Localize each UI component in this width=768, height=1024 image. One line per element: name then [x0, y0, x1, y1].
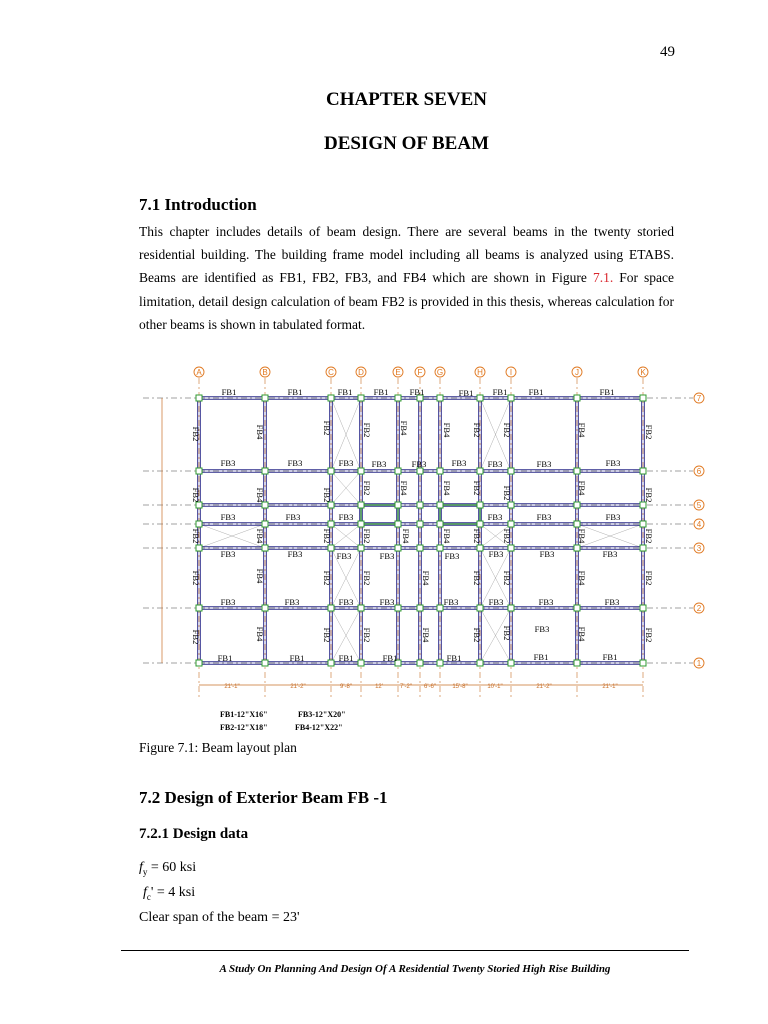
column-node — [574, 468, 580, 474]
section-heading-introduction: 7.1 Introduction — [139, 195, 257, 214]
grid-label-row: 6 — [696, 467, 702, 476]
beam-label-fb2: FB2 — [362, 627, 372, 643]
column-node — [262, 545, 268, 551]
column-node — [574, 545, 580, 551]
dimension-label: 21'-1" — [224, 684, 240, 690]
column-node — [640, 605, 646, 611]
column-node — [328, 660, 334, 666]
grid-label-col: D — [358, 368, 364, 377]
beam-label-fb2: FB2 — [191, 528, 201, 544]
column-node — [574, 502, 580, 508]
column-node — [358, 605, 364, 611]
beam-label-fb3: FB3 — [536, 459, 552, 469]
column-node — [328, 521, 334, 527]
column-node — [437, 502, 443, 508]
column-node — [358, 660, 364, 666]
column-node — [417, 660, 423, 666]
beam-label-fb3: FB3 — [488, 597, 504, 607]
beam-label-fb4: FB4 — [442, 422, 452, 438]
column-node — [358, 502, 364, 508]
beam-label-fb2: FB2 — [322, 487, 332, 503]
legend-entry: FB3-12"X20" — [298, 710, 346, 719]
beam-label-fb2: FB2 — [191, 426, 201, 442]
clear-span-line: Clear span of the beam = 23' — [139, 910, 300, 925]
beam-layout-plan-drawing — [138, 360, 712, 735]
beam-label-fb4: FB4 — [577, 422, 587, 438]
beam-label-fb2: FB2 — [472, 422, 482, 438]
section-heading-exterior-beam: 7.2 Design of Exterior Beam FB -1 — [139, 788, 388, 807]
beam-label-fb2: FB2 — [502, 570, 512, 586]
grid-label-col: K — [640, 368, 646, 377]
beam-label-fb3: FB3 — [487, 512, 503, 522]
beam-label-fb3: FB3 — [220, 597, 236, 607]
beam-label-fb3: FB3 — [488, 549, 504, 559]
column-node — [417, 605, 423, 611]
beam-label-fb1: FB1 — [337, 387, 353, 397]
column-node — [574, 660, 580, 666]
column-node — [262, 395, 268, 401]
column-node — [508, 395, 514, 401]
beam-label-fb2: FB2 — [644, 627, 654, 643]
dimension-label: 7'-2" — [400, 684, 412, 690]
beam-label-fb2: FB2 — [644, 570, 654, 586]
beam-label-fb4: FB4 — [577, 480, 587, 496]
fc-subscript: c — [146, 891, 151, 902]
dimension-label: 12' — [375, 684, 383, 690]
beam-label-fb2: FB2 — [322, 570, 332, 586]
column-node — [262, 660, 268, 666]
column-node — [417, 545, 423, 551]
beam-label-fb4: FB4 — [577, 626, 587, 642]
highlight-panel — [361, 505, 398, 524]
column-node — [437, 468, 443, 474]
beam-label-fb1: FB1 — [289, 653, 305, 663]
grid-label-col: G — [436, 368, 444, 377]
column-node — [508, 502, 514, 508]
beam-label-fb3: FB3 — [605, 512, 621, 522]
column-node — [417, 521, 423, 527]
beam-label-fb2: FB2 — [644, 424, 654, 440]
column-node — [196, 521, 202, 527]
fy-line — [139, 860, 196, 877]
beam-label-fb4: FB4 — [577, 570, 587, 586]
beam-label-fb3: FB3 — [538, 597, 554, 607]
beam-label-fb2: FB2 — [644, 528, 654, 544]
beam-label-fb1: FB1 — [599, 387, 615, 397]
beam-label-fb2: FB2 — [191, 629, 201, 645]
beam-label-fb4: FB4 — [399, 420, 409, 436]
beam-label-fb2: FB2 — [322, 627, 332, 643]
fy-symbol: f — [139, 860, 143, 875]
grid-label-col: I — [509, 368, 513, 377]
beam-label-fb4: FB4 — [421, 570, 431, 586]
column-node — [640, 502, 646, 508]
beam-label-fb3: FB3 — [379, 551, 395, 561]
dimension-label: 21'-2" — [290, 684, 306, 690]
column-node — [196, 545, 202, 551]
beam-label-fb2: FB2 — [362, 528, 372, 544]
beam-label-fb2: FB2 — [644, 487, 654, 503]
beam-label-fb2: FB2 — [502, 528, 512, 544]
column-node — [508, 521, 514, 527]
column-node — [328, 545, 334, 551]
column-node — [358, 395, 364, 401]
fc-symbol: f — [143, 885, 147, 900]
beam-label-fb2: FB2 — [362, 480, 372, 496]
column-node — [262, 521, 268, 527]
grid-label-row: 5 — [696, 501, 702, 510]
beam-label-fb2: FB2 — [502, 422, 512, 438]
beam-label-fb3: FB3 — [371, 459, 387, 469]
column-node — [328, 605, 334, 611]
beam-label-fb4: FB4 — [255, 424, 265, 440]
beam-label-fb2: FB2 — [191, 570, 201, 586]
column-node — [328, 502, 334, 508]
beam-label-fb3: FB3 — [534, 624, 550, 634]
column-node — [196, 468, 202, 474]
beam-layout-figure — [138, 360, 712, 735]
beam-label-fb2: FB2 — [362, 570, 372, 586]
beam-label-fb4: FB4 — [442, 528, 452, 544]
footer-divider — [121, 950, 689, 951]
beam-label-fb1: FB1 — [602, 652, 618, 662]
beam-label-fb4: FB4 — [255, 568, 265, 584]
column-node — [196, 502, 202, 508]
beam-label-fb4: FB4 — [421, 627, 431, 643]
beam-label-fb3: FB3 — [602, 549, 618, 559]
beam-label-fb2: FB2 — [472, 570, 482, 586]
legend-entry: FB2-12"X18" — [220, 723, 268, 732]
beam-label-fb1: FB1 — [446, 653, 462, 663]
beam-label-fb4: FB4 — [255, 487, 265, 503]
column-node — [437, 545, 443, 551]
beam-label-fb3: FB3 — [451, 458, 467, 468]
beam-label-fb3: FB3 — [220, 549, 236, 559]
dimension-label: 21'-2" — [536, 684, 552, 690]
beam-label-fb2: FB2 — [502, 625, 512, 641]
column-node — [262, 468, 268, 474]
column-node — [395, 545, 401, 551]
column-node — [477, 660, 483, 666]
beam-label-fb3: FB3 — [444, 551, 460, 561]
beam-label-fb3: FB3 — [338, 597, 354, 607]
column-node — [477, 468, 483, 474]
fc-line — [143, 885, 195, 902]
beam-label-fb2: FB2 — [472, 627, 482, 643]
fy-subscript: y — [142, 866, 148, 877]
beam-label-fb3: FB3 — [287, 458, 303, 468]
beam-label-fb3: FB3 — [604, 597, 620, 607]
beam-label-fb3: FB3 — [536, 512, 552, 522]
beam-label-fb3: FB3 — [605, 458, 621, 468]
column-node — [477, 395, 483, 401]
column-node — [328, 468, 334, 474]
column-node — [196, 605, 202, 611]
fc-value: ' = 4 ksi — [150, 885, 196, 900]
beam-label-fb2: FB2 — [322, 528, 332, 544]
beam-label-fb2: FB2 — [322, 420, 332, 436]
grid-label-col: H — [477, 368, 483, 377]
column-node — [437, 605, 443, 611]
beam-label-fb3: FB3 — [338, 512, 354, 522]
beam-label-fb2: FB2 — [191, 487, 201, 503]
subsection-heading-design-data: 7.2.1 Design data — [139, 826, 249, 842]
column-node — [477, 545, 483, 551]
beam-label-fb3: FB3 — [287, 549, 303, 559]
column-node — [508, 545, 514, 551]
beam-label-fb1: FB1 — [409, 387, 425, 397]
column-node — [395, 521, 401, 527]
grid-label-row: 4 — [696, 520, 702, 529]
beam-label-fb4: FB4 — [399, 480, 409, 496]
chapter-subtitle: DESIGN OF BEAM — [323, 133, 490, 154]
column-node — [437, 395, 443, 401]
beam-label-fb1: FB1 — [373, 387, 389, 397]
beam-label-fb1: FB1 — [492, 387, 508, 397]
beam-label-fb3: FB3 — [539, 549, 555, 559]
footer-title: A Study On Planning And Design Of A Residential Twenty Storied High Rise Building — [219, 963, 611, 975]
column-node — [262, 605, 268, 611]
column-node — [395, 605, 401, 611]
column-node — [477, 605, 483, 611]
beam-label-fb3: FB3 — [220, 512, 236, 522]
grid-label-row: 2 — [696, 604, 702, 613]
grid-label-row: 1 — [696, 659, 702, 668]
beam-label-fb2: FB2 — [472, 480, 482, 496]
grid-label-col: A — [196, 368, 202, 377]
beam-label-fb3: FB3 — [284, 597, 300, 607]
page-number: 49 — [660, 44, 675, 60]
beam-label-fb1: FB1 — [382, 653, 398, 663]
column-node — [358, 521, 364, 527]
chapter-title: CHAPTER SEVEN — [326, 89, 487, 110]
legend-entry: FB1-12"X16" — [220, 710, 268, 719]
dimension-label: 6'-6" — [424, 684, 436, 690]
column-node — [640, 468, 646, 474]
column-node — [417, 502, 423, 508]
grid-label-row: 7 — [696, 394, 702, 403]
beam-label-fb4: FB4 — [401, 528, 411, 544]
beam-label-fb4: FB4 — [255, 626, 265, 642]
column-node — [196, 660, 202, 666]
highlight-panel — [440, 505, 480, 524]
beam-label-fb3: FB3 — [336, 551, 352, 561]
column-node — [640, 545, 646, 551]
beam-label-fb1: FB1 — [533, 652, 549, 662]
beam-label-fb3: FB3 — [487, 459, 503, 469]
column-node — [358, 545, 364, 551]
column-node — [508, 660, 514, 666]
column-node — [328, 395, 334, 401]
column-node — [437, 521, 443, 527]
introduction-paragraph — [139, 220, 674, 336]
grid-label-col: C — [328, 368, 334, 377]
beam-label-fb3: FB3 — [285, 512, 301, 522]
column-node — [395, 395, 401, 401]
beam-label-fb2: FB2 — [502, 485, 512, 501]
column-node — [574, 395, 580, 401]
grid-label-col: E — [395, 368, 401, 377]
fy-value: = 60 ksi — [147, 860, 197, 875]
column-node — [508, 605, 514, 611]
beam-label-fb1: FB1 — [528, 387, 544, 397]
column-node — [477, 502, 483, 508]
beam-label-fb2: FB2 — [362, 422, 372, 438]
beam-label-fb2: FB2 — [472, 528, 482, 544]
column-node — [395, 502, 401, 508]
beam-label-fb4: FB4 — [442, 480, 452, 496]
beam-label-fb1: FB1 — [458, 388, 474, 398]
column-node — [640, 395, 646, 401]
column-node — [640, 521, 646, 527]
beam-label-fb3: FB3 — [443, 597, 459, 607]
column-node — [437, 660, 443, 666]
beam-label-fb1: FB1 — [221, 387, 237, 397]
beam-label-fb3: FB3 — [411, 459, 427, 469]
column-node — [196, 395, 202, 401]
paragraph-text-end: For space limitation, detail design calculation of beam FB2 is provided in this thesis, whereas calculation for other beams is shown in tabulated format. — [139, 270, 675, 332]
column-node — [477, 521, 483, 527]
beam-label-fb1: FB1 — [338, 653, 354, 663]
column-node — [574, 605, 580, 611]
paragraph-text-start: This chapter includes details of beam design. There are several beams in the twenty storied residential building. The building frame model including all beams is analyzed using ETABS. Beams are identified as FB1, FB2, FB3, and FB4 which are shown in Figure — [139, 224, 674, 286]
figure-caption: Figure 7.1: Beam layout plan — [139, 740, 297, 755]
grid-label-col: B — [262, 368, 268, 377]
column-node — [508, 468, 514, 474]
legend-entry: FB4-12"X22" — [295, 723, 343, 732]
beam-label-fb3: FB3 — [338, 458, 354, 468]
dimension-label: 9'-8" — [340, 684, 352, 690]
beam-label-fb3: FB3 — [379, 597, 395, 607]
beam-label-fb1: FB1 — [287, 387, 303, 397]
dimension-label: 15'-8" — [452, 684, 468, 690]
dimension-label: 10'-1" — [487, 684, 503, 690]
figure-reference-link[interactable]: 7.1. — [592, 270, 614, 286]
dimension-label: 21'-1" — [602, 684, 618, 690]
beam-label-fb3: FB3 — [220, 458, 236, 468]
grid-label-row: 3 — [696, 544, 702, 553]
beam-label-fb4: FB4 — [577, 528, 587, 544]
beam-label-fb4: FB4 — [255, 528, 265, 544]
beam-label-fb1: FB1 — [217, 653, 233, 663]
column-node — [262, 502, 268, 508]
column-node — [358, 468, 364, 474]
column-node — [640, 660, 646, 666]
column-node — [395, 468, 401, 474]
grid-label-col: F — [417, 368, 423, 377]
column-node — [574, 521, 580, 527]
grid-label-col: J — [575, 368, 579, 377]
